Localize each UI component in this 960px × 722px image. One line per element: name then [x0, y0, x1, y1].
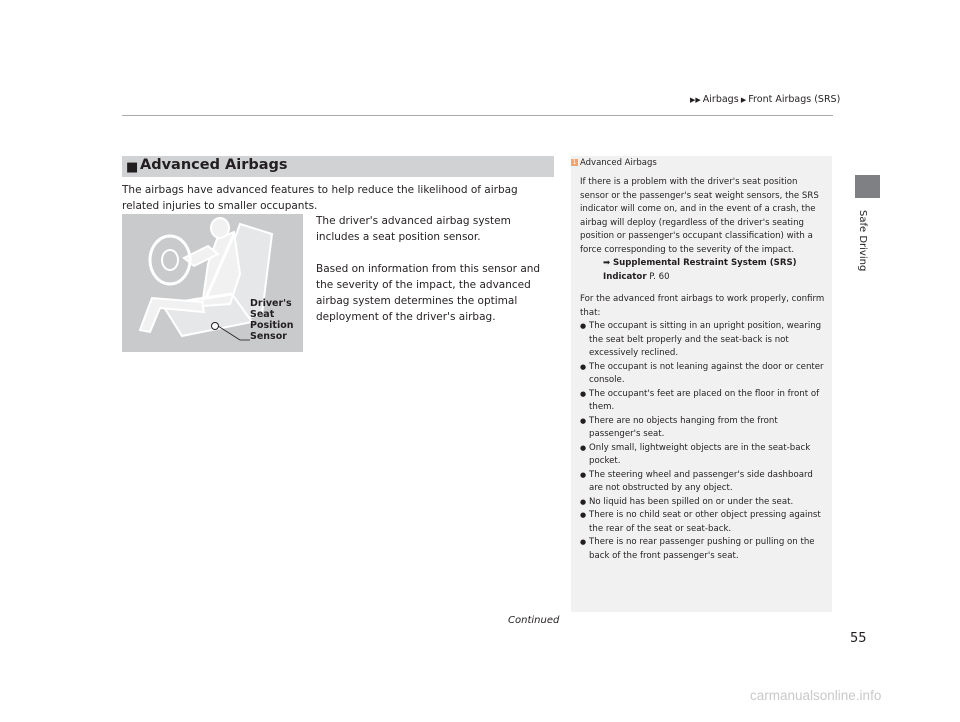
checklist-item: ● The occupant is sitting in an upright position, wearing the seat belt properly and the seat-back is not excessively reclined. [580, 320, 828, 361]
sensor-callout-label [250, 298, 294, 342]
callout-line-2: Seat [250, 309, 275, 320]
notes-content [580, 176, 828, 563]
section-heading-bar [122, 156, 554, 177]
chapter-tab-marker [855, 175, 880, 198]
callout-line-1: Driver's [250, 298, 292, 309]
paragraph-deployment: Based on information from this sensor and the severity of the impact, the advanced airbag system determines the optimal deployment of the driver's airbag. [316, 263, 541, 323]
chapter-label: Safe Driving [857, 210, 868, 272]
checklist-intro: For the advanced front airbags to work properly, confirm that: [580, 294, 825, 318]
header-divider [122, 115, 833, 116]
callout-line-3: Position [250, 320, 294, 331]
paragraph-seat-sensor: The driver's advanced airbag system includes a seat position sensor. [316, 215, 511, 243]
double-arrow-icon: ▶▶ [690, 96, 701, 104]
arrow-icon: ▶ [738, 96, 747, 104]
seat-sensor-illustration [122, 214, 303, 352]
callout-line-4: Sensor [250, 331, 287, 342]
checklist [580, 320, 828, 563]
checklist-item: ● The occupant's feet are placed on the floor in front of them. [580, 388, 828, 415]
breadcrumb-item-front-airbags: Front Airbags (SRS) [748, 94, 841, 105]
page-number: 55 [850, 631, 867, 646]
checklist-item: ● There is no child seat or other object pressing against the rear of the seat or seat-back. [580, 509, 828, 536]
notes-heading [571, 158, 657, 168]
checklist-item: ● There are no objects hanging from the front passenger's seat. [580, 415, 828, 442]
note-marker-icon: 1 [572, 159, 577, 166]
section-title: Advanced Airbags [140, 157, 288, 173]
notes-sidebar [571, 156, 832, 612]
square-bullet-icon: ■ [126, 160, 139, 175]
checklist-item: ● The occupant is not leaning against the door or center console. [580, 361, 828, 388]
notes-title: Advanced Airbags [580, 158, 657, 168]
section-intro: The airbags have advanced features to help reduce the likelihood of airbag related injuries to smaller occupants. [122, 184, 518, 212]
notes-intro: If there is a problem with the driver's seat position sensor or the passenger's seat weight sensors, the SRS indicator will come on, and in the event of a crash, the airbag will deploy (regardless of the driver's seating position or passenger's occupant classification) with a force corresponding to the severity of the impact. [580, 177, 819, 255]
checklist-item: ● There is no rear passenger pushing or pulling on the back of the front passenger's seat. [580, 536, 828, 563]
breadcrumb-item-airbags: Airbags [702, 94, 739, 105]
continued-label: Continued [508, 615, 560, 626]
checklist-item: ● No liquid has been spilled on or under the seat. [580, 496, 828, 510]
reference-arrow-icon: ➡ [603, 258, 611, 268]
watermark: carmanualsonline.info [750, 688, 882, 703]
checklist-item: ● Only small, lightweight objects are in the seat-back pocket. [580, 442, 828, 469]
breadcrumb [690, 94, 840, 105]
reference-page: P. 60 [649, 271, 670, 282]
cross-reference-link[interactable] [603, 257, 828, 284]
reference-title: Supplemental Restraint System (SRS) Indicator [603, 258, 797, 282]
checklist-item: ● The steering wheel and passenger's side dashboard are not obstructed by any object. [580, 469, 828, 496]
